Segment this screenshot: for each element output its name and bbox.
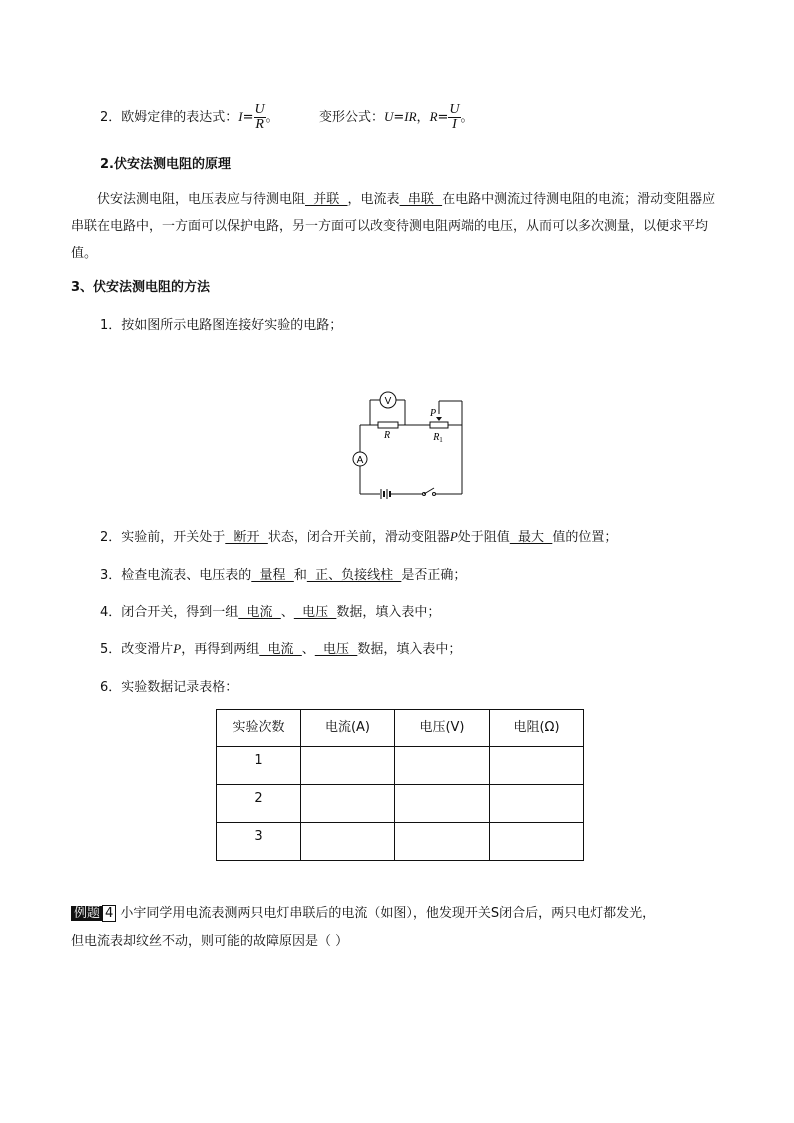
answer-range: 量程 — [251, 568, 294, 583]
resistor-R — [378, 422, 398, 428]
table-header: 电阻(Ω) — [490, 710, 584, 747]
rheostat-R1 — [430, 422, 448, 428]
answer-parallel: 并联 — [305, 192, 348, 207]
answer-terminals: 正、负接线柱 — [306, 568, 402, 583]
answer-series: 串联 — [399, 192, 443, 207]
table-header: 电流(A) — [301, 710, 395, 747]
ohm-I: I — [238, 109, 243, 124]
label-P: P — [429, 408, 437, 419]
ohm-fraction: $\frac{U}{R}$ — [254, 102, 265, 132]
slider-arrow — [436, 417, 442, 421]
step-2: 2．实验前，开关处于 断开 状态，闭合开关前，滑动变阻器P处于阻值 最大 值的位置； — [100, 529, 618, 545]
table-row — [217, 785, 584, 823]
table-cell — [490, 747, 584, 785]
table-cell — [395, 747, 490, 785]
transform-fraction: $\frac{U}{I}$ — [449, 102, 460, 132]
label-R1: $R_1$ — [433, 432, 443, 444]
table-cell — [490, 785, 584, 823]
step-4: 4．闭合开关，得到一组 电流 、 电压 数据，填入表中； — [100, 605, 441, 620]
table-cell — [395, 785, 490, 823]
example-number: 4 — [102, 905, 116, 922]
step-1: 1．按如图所示电路图连接好实验的电路； — [100, 318, 343, 333]
ohm-prefix: 2．欧姆定律的表达式： — [100, 110, 239, 125]
table-cell — [301, 823, 395, 861]
switch — [423, 488, 436, 496]
table-cell — [301, 785, 395, 823]
table-row — [217, 823, 584, 861]
ohm-IR: IR — [404, 109, 417, 124]
table-cell — [490, 823, 584, 861]
ohm-end: 。 — [265, 110, 279, 125]
table-cell: 3 — [217, 823, 301, 861]
example-tag: 例题 — [71, 906, 103, 921]
section3-title: 3、伏安法测电阻的方法 — [71, 280, 211, 295]
experiment-table — [216, 709, 584, 861]
step-5: 5．改变滑片P，再得到两组 电流 、 电压 数据，填入表中； — [100, 641, 462, 657]
section2-paragraph: 伏安法测电阻，电压表应与待测电阻 并联 ，电流表 串联 在电路中测流过待测电阻的电流；滑动变阻器应串联在电路中，一方面可以保护电路，另一方面可以改变待测电阻两端的电压，从而可以多次测量，以便求平均值。 — [71, 192, 716, 261]
battery — [381, 489, 390, 499]
example-4-line1 — [71, 902, 655, 922]
table-cell: 1 — [217, 747, 301, 785]
table-row — [217, 747, 584, 785]
ammeter-label: A — [356, 455, 364, 466]
example-text-1: 小宇同学用电流表测两只电灯串联后的电流（如图），他发现开关S闭合后，两只电灯都发光， — [116, 906, 656, 921]
table-header: 电压(V) — [395, 710, 490, 747]
table-cell: 2 — [217, 785, 301, 823]
answer-current-2: 电流 — [259, 642, 302, 657]
ohm-eq: = — [242, 110, 254, 125]
answer-open: 断开 — [225, 530, 268, 545]
transform-label: 变形公式： — [318, 110, 384, 125]
section2-title: 2.伏安法测电阻的原理 — [100, 157, 231, 172]
answer-current: 电流 — [238, 605, 281, 620]
voltmeter-label: V — [384, 396, 392, 407]
step-6: 6．实验数据记录表格： — [100, 680, 239, 695]
table-header: 实验次数 — [217, 710, 301, 747]
ohm-law-line: 2．欧姆定律的表达式：I= $\frac{U}{R}$ 。 变形公式：U=IR，R= $\frac{U}{I}$ 。 — [100, 102, 474, 132]
table-header-row — [217, 710, 584, 747]
table-cell — [395, 823, 490, 861]
answer-voltage: 电压 — [293, 605, 337, 620]
answer-voltage-2: 电压 — [314, 642, 358, 657]
table-cell — [301, 747, 395, 785]
answer-max: 最大 — [509, 530, 553, 545]
step-3: 3．检查电流表、电压表的 量程 和 正、负接线柱 是否正确； — [100, 568, 467, 583]
circuit-diagram — [345, 385, 470, 500]
example-4-line2: 但电流表却纹丝不动，则可能的故障原因是（ ） — [71, 934, 349, 949]
label-R: R — [383, 430, 391, 441]
